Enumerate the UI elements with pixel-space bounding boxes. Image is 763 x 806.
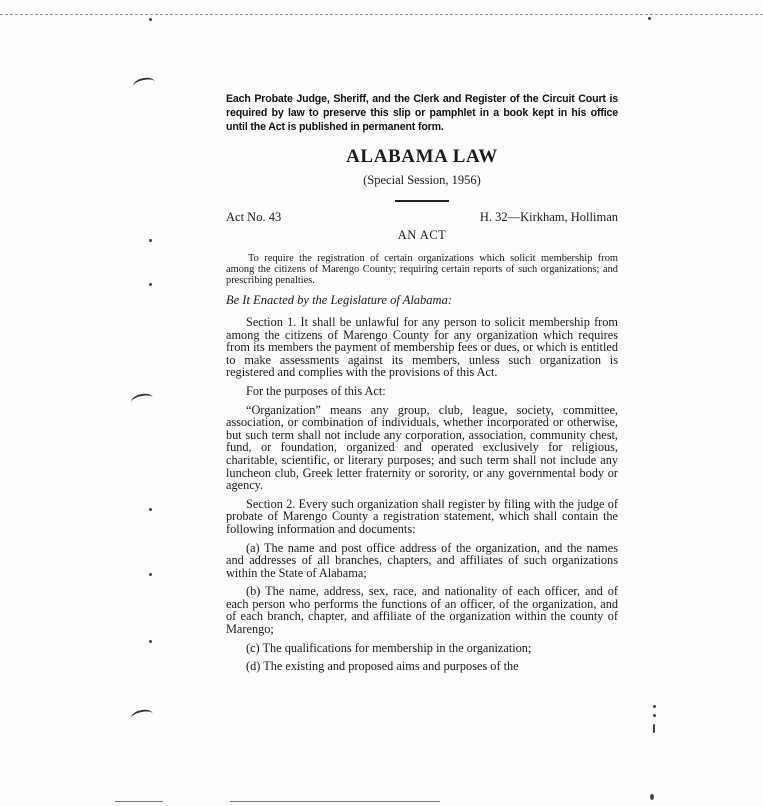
document-title: ALABAMA LAW bbox=[346, 146, 498, 167]
scan-speck bbox=[149, 283, 152, 286]
binding-hole-mark bbox=[132, 76, 156, 92]
perforation-edge bbox=[0, 0, 763, 15]
scan-speck bbox=[149, 239, 152, 242]
scan-speck bbox=[648, 17, 651, 20]
enacting-clause: Be It Enacted by the Legislature of Alabama: bbox=[226, 293, 452, 307]
clause-d-paragraph: (d) The existing and proposed aims and purposes of the bbox=[246, 659, 519, 674]
clause-b-paragraph: (b) The name, address, sex, race, and nationality of each officer, and of each person who performs the functions of an officer, of the organization, and of each branch, chapter, and affiliate of the organization within the county of Marengo; bbox=[226, 584, 618, 637]
scan-speck bbox=[650, 794, 654, 800]
scan-speck bbox=[149, 573, 152, 576]
bill-sponsors: H. 32—Kirkham, Holliman bbox=[479, 210, 618, 224]
bottom-edge-line bbox=[230, 801, 440, 802]
clause-c-paragraph: (c) The qualifications for membership in the organization; bbox=[246, 640, 532, 655]
act-summary: To require the registration of certain organizations which solicit membership from among the citizens of Marengo County; requiring certain reports of such organizations; and prescribing penalties. bbox=[226, 253, 618, 286]
section-2-paragraph: Section 2. Every such organization shall register by filing with the judge of probate of Marengo County a registration statement, which shall contain the following information and documents: bbox=[226, 496, 618, 536]
binding-hole-mark bbox=[130, 392, 154, 408]
clause-a-paragraph: (a) The name and post office address of the organization, and the names and addresses of all branches, chapters, and affiliates of such organizations within the State of Alabama; bbox=[226, 540, 618, 580]
scan-speck bbox=[149, 508, 152, 511]
act-identification bbox=[226, 210, 618, 225]
organization-definition-paragraph: “Organization” means any group, club, league, society, committee, association, or combination of individuals, whether incorporated or otherwise, but such term shall not include any corporation, association, community chest, fund, or foundation, organized and operated exclusively for religious, charitable, scientific, or literary purposes; and such term shall not include any luncheon club, Greek letter fraternity or sorority, or any governmental body or agency. bbox=[226, 402, 618, 493]
scan-speck bbox=[149, 640, 152, 643]
scan-speck bbox=[653, 724, 655, 733]
title-divider bbox=[395, 200, 449, 202]
document-page bbox=[226, 92, 618, 673]
act-heading: AN ACT bbox=[397, 228, 447, 242]
act-number: Act No. 43 bbox=[226, 210, 282, 224]
preservation-notice: Each Probate Judge, Sheriff, and the Clerk and Register of the Circuit Court is required by law to preserve this slip or pamphlet in a book kept in his office until the Act is published in permanent form. bbox=[226, 93, 618, 133]
session-subtitle: (Special Session, 1956) bbox=[363, 173, 481, 187]
scan-speck bbox=[653, 714, 656, 717]
section-1-paragraph: Section 1. It shall be unlawful for any person to solicit membership from among the citizens of Marengo County for any organization which requires from its members the payment of membership fees or dues, or which is entitled to make assessments against its members, unless such organization is registered and complies with the provisions of this Act. bbox=[226, 315, 618, 380]
purposes-paragraph: For the purposes of this Act: bbox=[246, 383, 386, 398]
binding-hole-mark bbox=[130, 708, 154, 724]
scan-speck bbox=[653, 705, 656, 708]
bottom-edge-line bbox=[115, 801, 163, 802]
scan-speck bbox=[149, 18, 152, 21]
